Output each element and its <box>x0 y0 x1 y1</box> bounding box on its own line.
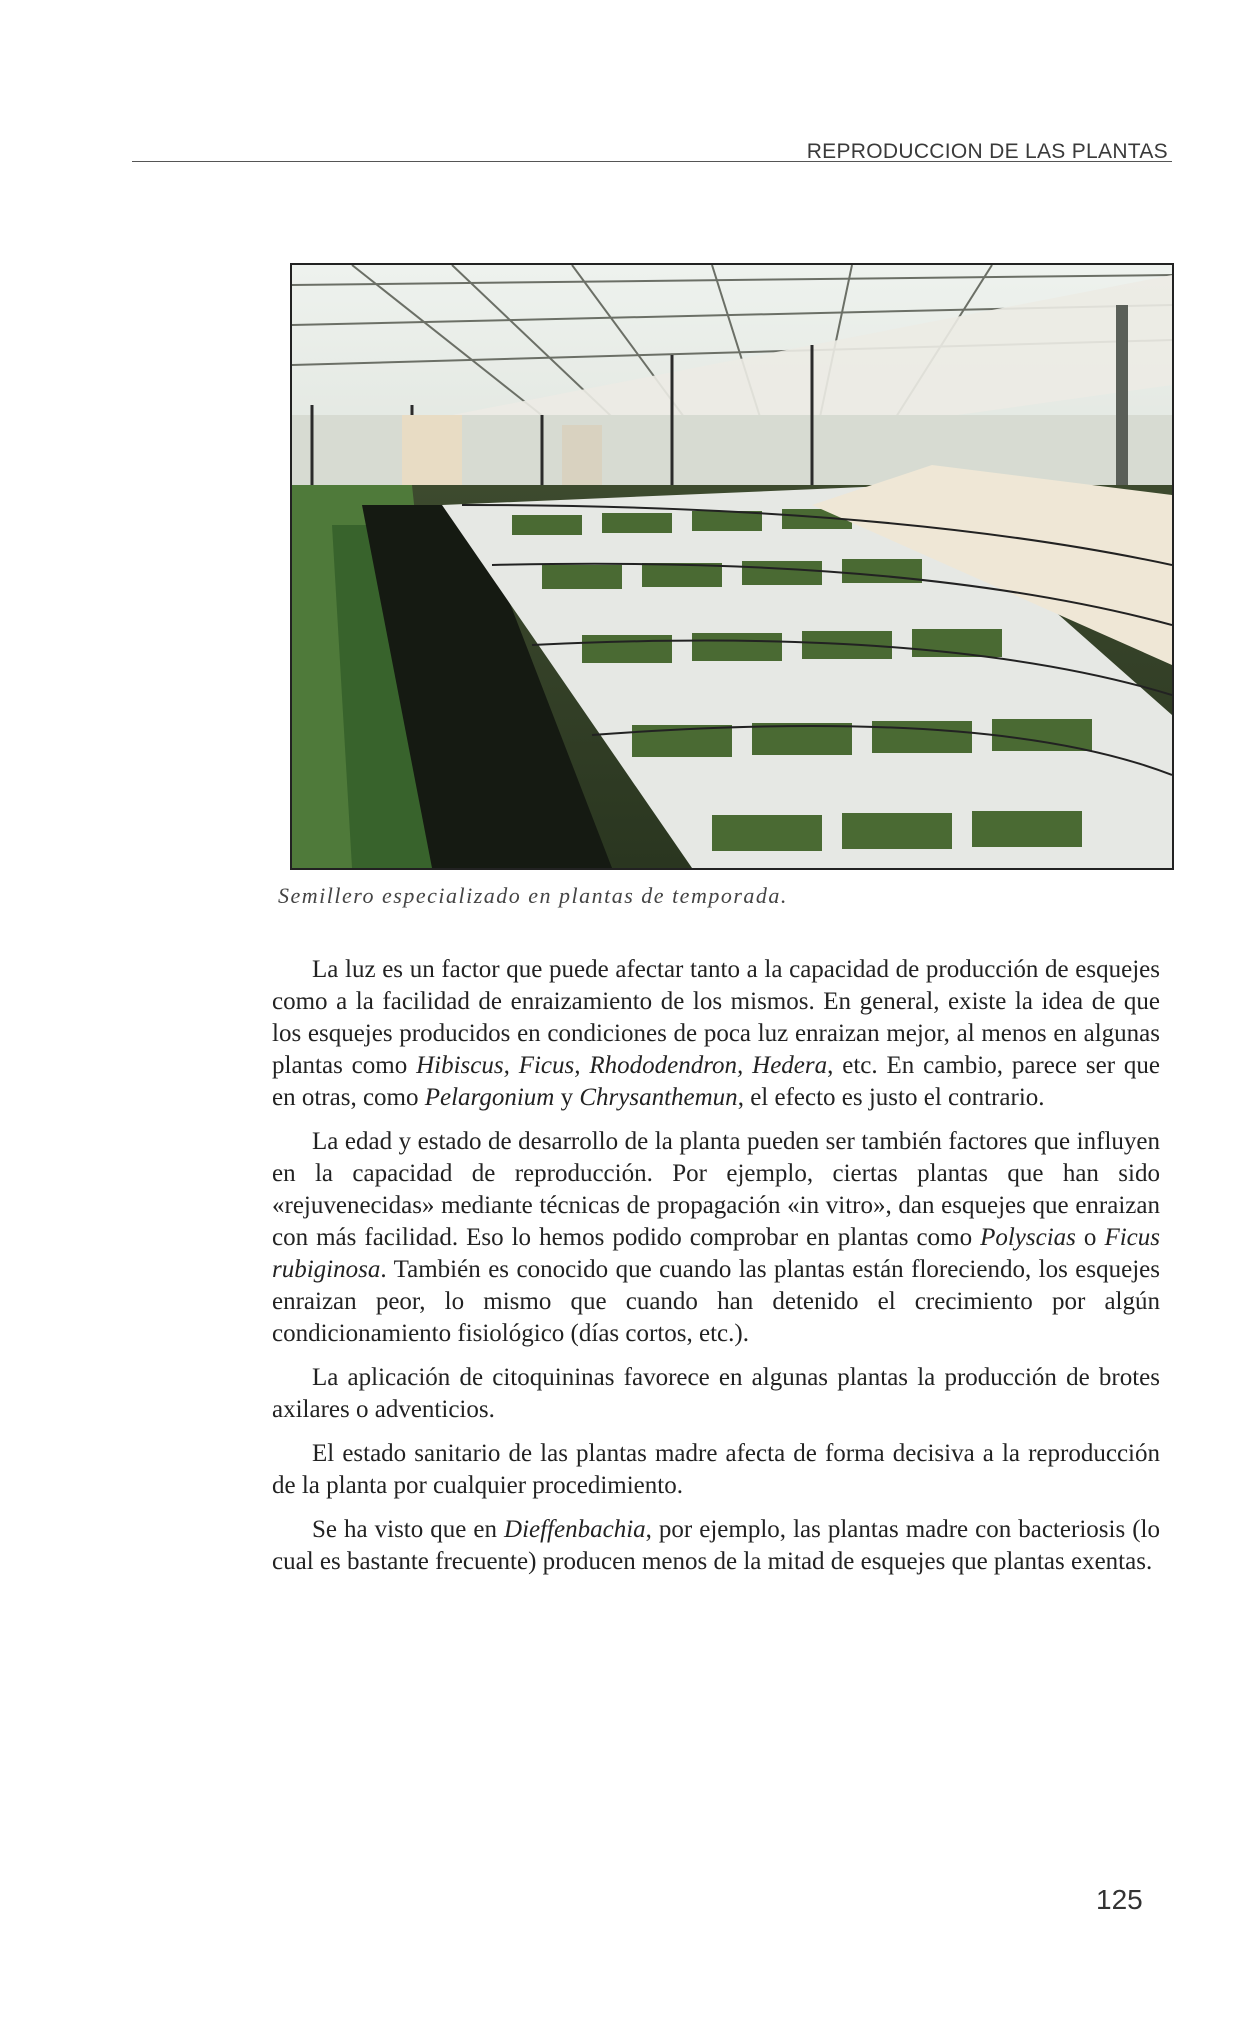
text-run: La aplicación de citoquininas favorece en algunas plantas la producción de brotes axilares o adventicios. <box>272 1364 1160 1423</box>
paragraph <box>272 1514 1160 1578</box>
text-run: La edad y estado de desarrollo de la planta pueden ser también factores que influyen en la capacidad de reproducción. Por ejemplo, ciertas plantas que han sido «rejuvenecidas» mediante técnicas de propagación «in vitro», dan esquejes que enraizan con más facilidad. Eso lo hemos podido comprobar en plantas como <box>272 1128 1160 1251</box>
text-run: , el efecto es justo el contrario. <box>737 1084 1045 1111</box>
greenhouse-illustration <box>292 265 1172 868</box>
paragraph <box>272 1362 1160 1426</box>
text-run: y <box>554 1084 580 1111</box>
text-run: , por ejemplo, las plantas madre con bacteriosis (lo cual es bastante frecuente) producen menos de la mitad de esquejes que plantas exentas. <box>272 1516 1160 1575</box>
italic-term: Chrysanthemun <box>579 1084 738 1111</box>
italic-term: Dieffenbachia <box>504 1516 646 1543</box>
header-rule <box>132 161 1172 162</box>
text-run: Se ha visto que en <box>312 1516 505 1543</box>
paragraph <box>272 1126 1160 1350</box>
body-text <box>272 954 1160 1590</box>
figure-caption: Semillero especializado en plantas de temporada. <box>278 883 788 908</box>
page-number: 125 <box>1096 1884 1143 1915</box>
text-run: El estado sanitario de las plantas madre afecta de forma decisiva a la reproducción de la planta por cualquier procedimiento. <box>272 1440 1160 1499</box>
text-run: La luz es un factor que puede afectar tanto a la capacidad de producción de esquejes como a la facilidad de enraizamiento de los mismos. En general, existe la idea de que los esquejes producidos en condiciones de poca luz enraizan mejor, al menos en algunas plantas como <box>272 956 1160 1079</box>
text-run: o <box>1075 1224 1105 1251</box>
greenhouse-photo <box>290 263 1174 870</box>
italic-term: Hibiscus, Ficus, Rhododendron, Hedera <box>416 1052 828 1079</box>
italic-term: Ficus rubiginosa <box>272 1224 1160 1283</box>
italic-term: Pelargonium <box>424 1084 555 1111</box>
running-head: REPRODUCCION DE LAS PLANTAS <box>806 140 1168 163</box>
text-run: , etc. En cambio, parece ser que en otras, como <box>272 1052 1161 1111</box>
paragraph <box>272 954 1160 1114</box>
italic-term: Polyscias <box>980 1224 1076 1251</box>
paragraph <box>272 1438 1160 1502</box>
text-run: . También es conocido que cuando las plantas están floreciendo, los esquejes enraizan peor, lo mismo que cuando han detenido el crecimiento por algún condicionamiento fisiológico (días cortos, etc.). <box>272 1256 1160 1347</box>
